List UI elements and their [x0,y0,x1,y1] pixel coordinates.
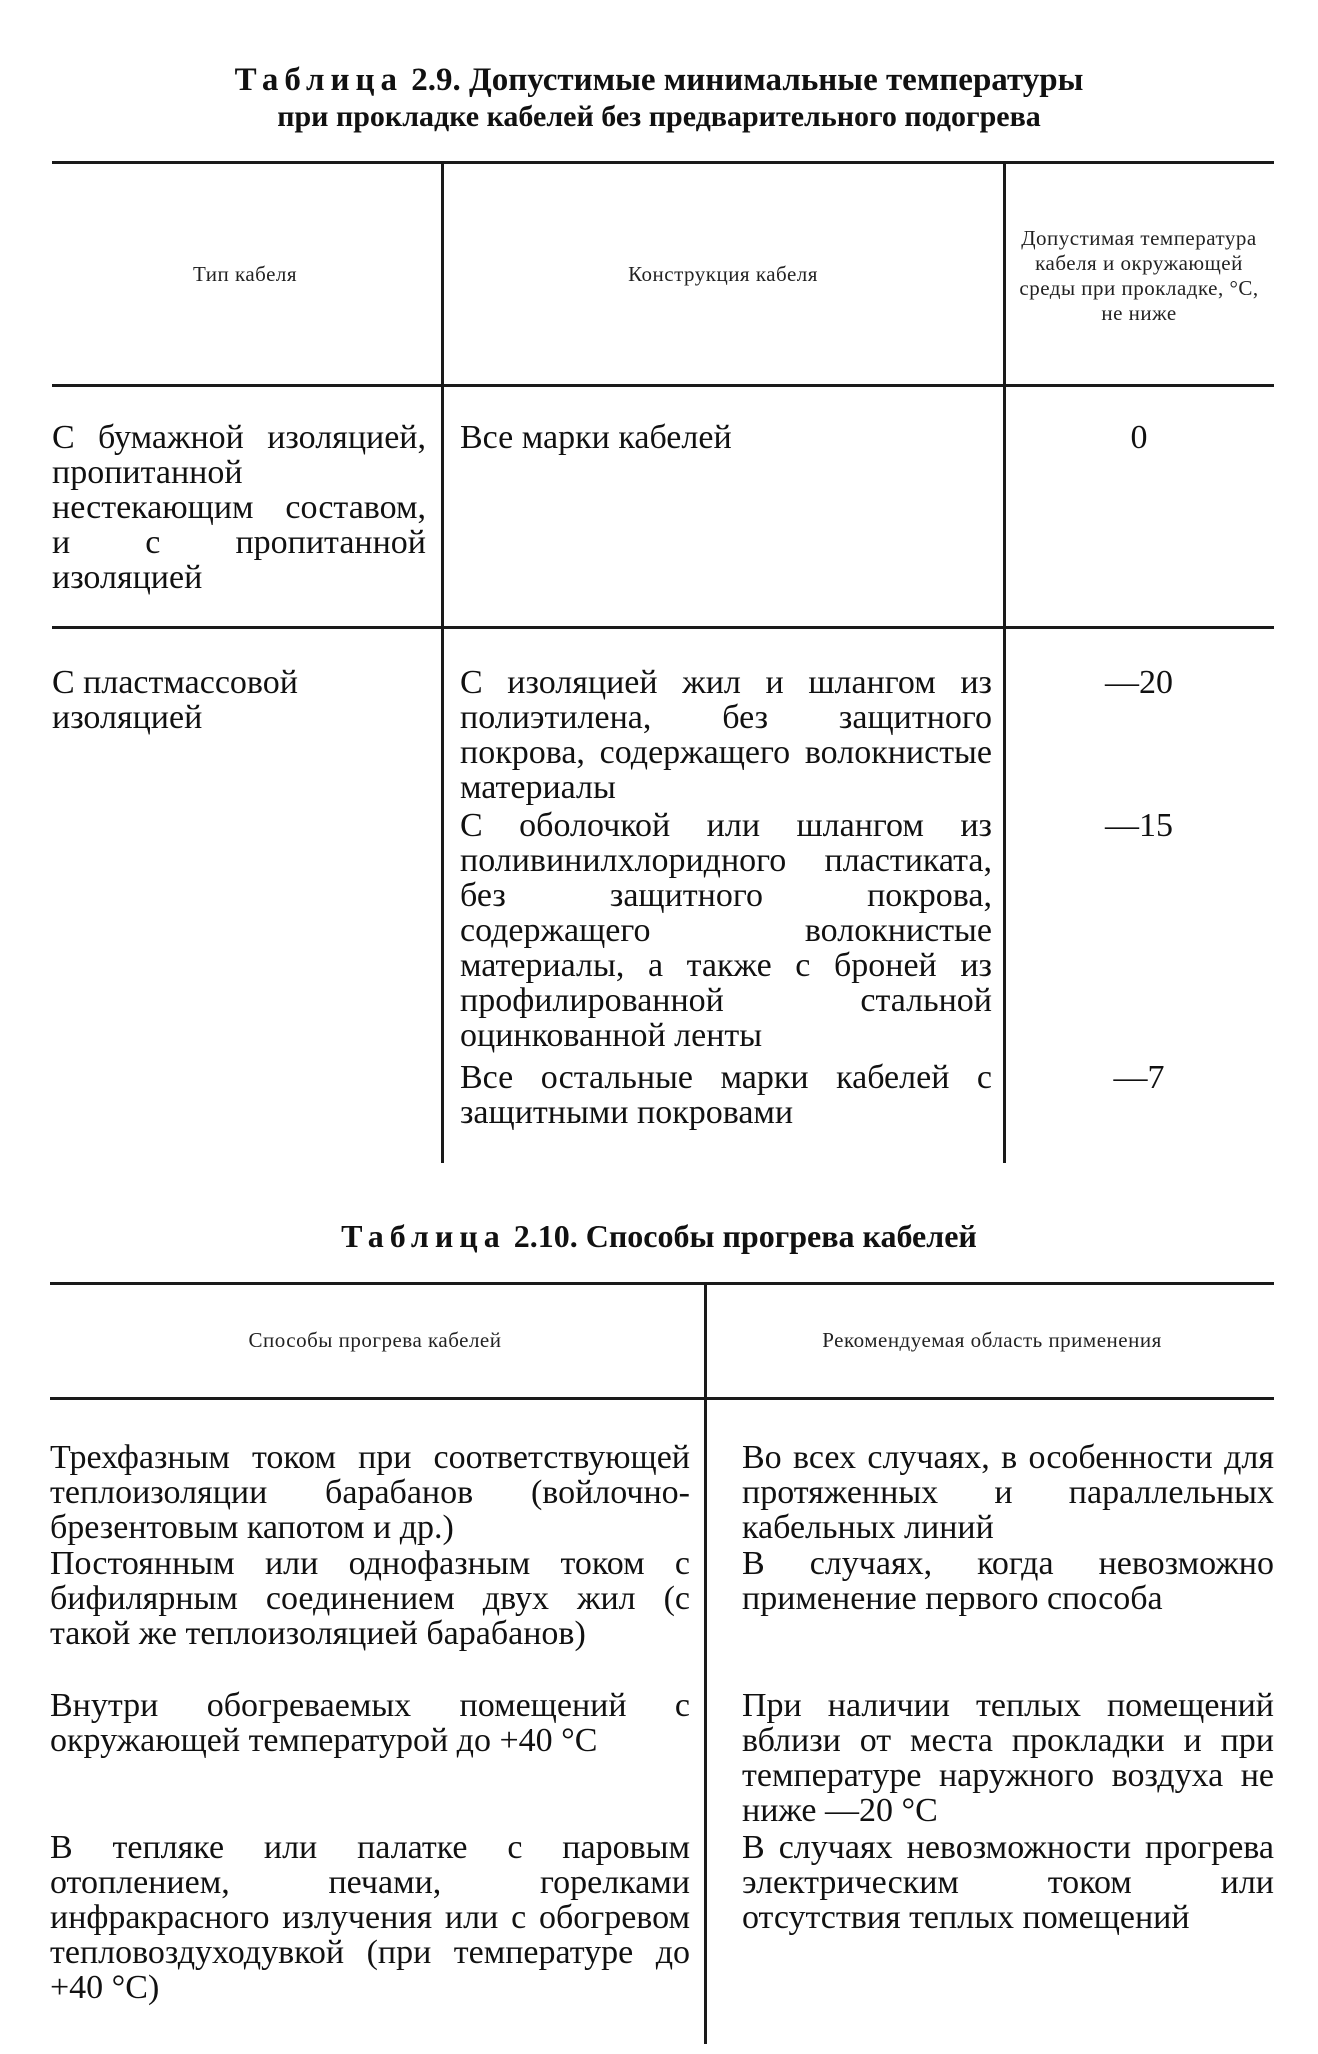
table1-header-rule [52,384,1274,387]
table1-col-divider-1 [441,163,444,1163]
table1-row2-construction-1: С изоляцией жил и шлангом из полиэтилена, без защитного покрова, содержащего волокнистые материалы [460,664,992,806]
table2-row4-application: В случаях невозможности прогрева электрическим током или отсутствия теплых помещений [742,1829,1274,1936]
table2-row4-method: В тепляке или палатке с паровым отоплением, печами, горелками инфракрасного излучения или с обогревом тепловоздуходувкой (при температуре до +40 °С) [50,1829,690,2006]
table1-row2-temp-3: —7 [1113,1059,1165,1096]
table2-header-application: Рекомендуемая область применения [822,1328,1162,1352]
table2-top-rule [50,1282,1274,1285]
table2-caption-title: 2.10. Способы прогрева кабелей [513,1218,977,1254]
table1-row-rule [52,626,1274,629]
table2-row2-application: В случаях, когда невозможно применение первого способа [742,1545,1274,1617]
table2-row1-method: Трехфазным током при соответствующей теплоизоляции барабанов (войлочно-брезентовым капотом и др.) [50,1439,690,1546]
table2-col-divider [704,1284,707,2044]
table2-header-method: Способы прогрева кабелей [248,1328,502,1352]
table2-row1-application: Во всех случаях, в особенности для протяженных и параллельных кабельных линий [742,1439,1274,1546]
table1-caption [0,62,1318,98]
table1-caption-lead: Таблица [234,62,404,98]
table1-row1-temp: 0 [1130,419,1148,456]
table1-caption-line2: при прокладке кабелей без предварительного подогрева [277,100,1041,133]
table2-header-rule [50,1397,1274,1400]
table1-col-divider-2 [1003,163,1006,1163]
table1-row1-construction: Все марки кабелей [460,419,732,456]
table2-caption-lead: Таблица [341,1218,506,1254]
table1-row2-type: С пластмассовой изоляцией [52,664,298,736]
table1-row2-construction-3: Все остальные марки кабелей с защитными покровами [460,1059,992,1131]
table1-row2-temp-2: —15 [1105,807,1173,844]
table2-row2-method: Постоянным или однофазным током с бифилярным соединением двух жил (с такой же теплоизоляцией барабанов) [50,1545,690,1652]
table1-header-temperature: Допустимая температура кабеля и окружающей среды при прокладке, °С, не ниже [1019,226,1259,325]
table2-row3-application: При наличии теплых помещений вблизи от места прокладки и при температуре наружного воздуха не ниже —20 °С [742,1687,1274,1829]
table1-top-rule [52,161,1274,164]
table1-row2-temp-1: —20 [1105,664,1173,701]
table1-row2-construction-2: С оболочкой или шлангом из поливинилхлоридного пластиката, без защитного покрова, содержащего волокнистые материалы, а также с броней из профилированной стальной оцинкованной ленты [460,807,992,1054]
table1-header-type: Тип кабеля [192,262,298,286]
table1-caption-title: 2.9. Допустимые минимальные температуры [411,62,1084,98]
table1-row1-type: С бумажной изоляцией, пропитанной нестекающим составом, и с пропитанной изоляцией [52,419,426,596]
table1-header-construction: Конструкция кабеля [628,262,818,286]
table2-caption [0,1218,1318,1254]
table2-row3-method: Внутри обогреваемых помещений с окружающей температурой до +40 °С [50,1687,690,1759]
